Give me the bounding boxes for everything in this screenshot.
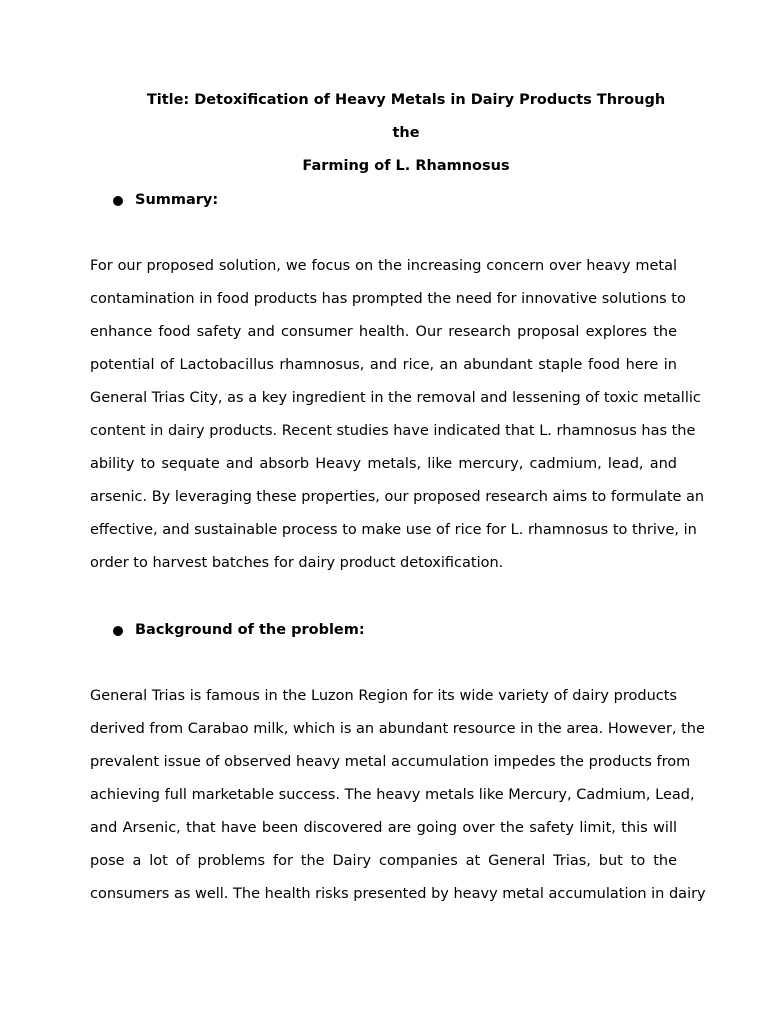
section-heading-label: Background of the problem: [135,622,365,638]
section-heading-background [113,614,365,647]
paragraph-line: potential of Lactobacillus rhamnosus, and rice, an abundant staple food here in [90,357,677,373]
paragraph-line: consumers as well. The health risks presented by heavy metal accumulation in dairy [90,886,706,902]
paragraph-line: prevalent issue of observed heavy metal accumulation impedes the products from [90,754,691,770]
section-heading-summary [113,184,218,217]
paragraph-line: arsenic. By leveraging these properties, our proposed research aims to formulate an [90,489,705,505]
paragraph-line: pose a lot of problems for the Dairy companies at General Trias, but to the [90,853,677,869]
paragraph-line: effective, and sustainable process to make use of rice for L. rhamnosus to thrive, in [90,522,697,538]
paragraph-line: achieving full marketable success. The heavy metals like Mercury, Cadmium, Lead, [90,787,695,803]
title-line-1: Title: Detoxification of Heavy Metals in Dairy Products Through the [146,92,666,141]
paragraph-line: General Trias City, as a key ingredient in the removal and lessening of toxic metallic [90,390,701,406]
title-line-2: Farming of L. Rhamnosus [302,158,510,174]
paragraph-line: and Arsenic, that have been discovered are going over the safety limit, this will [90,820,677,836]
paragraph-line: ability to sequate and absorb Heavy metals, like mercury, cadmium, lead, and [90,456,677,472]
paragraph-line: enhance food safety and consumer health. Our research proposal explores the [90,324,677,340]
paragraph-line: contamination in food products has prompted the need for innovative solutions to [90,291,686,307]
section-heading-label: Summary: [135,192,219,208]
paragraph-line: content in dairy products. Recent studies have indicated that L. rhamnosus has the [90,423,696,439]
background-paragraph [90,680,706,911]
bullet-icon [113,196,123,206]
document-title [90,84,678,183]
paragraph-line: order to harvest batches for dairy product detoxification. [90,555,504,571]
bullet-icon [113,626,123,636]
paragraph-line: General Trias is famous in the Luzon Region for its wide variety of dairy products [90,688,677,704]
paragraph-line: For our proposed solution, we focus on the increasing concern over heavy metal [90,258,677,274]
paragraph-line: derived from Carabao milk, which is an abundant resource in the area. However, the [90,721,705,737]
summary-paragraph [90,250,705,580]
